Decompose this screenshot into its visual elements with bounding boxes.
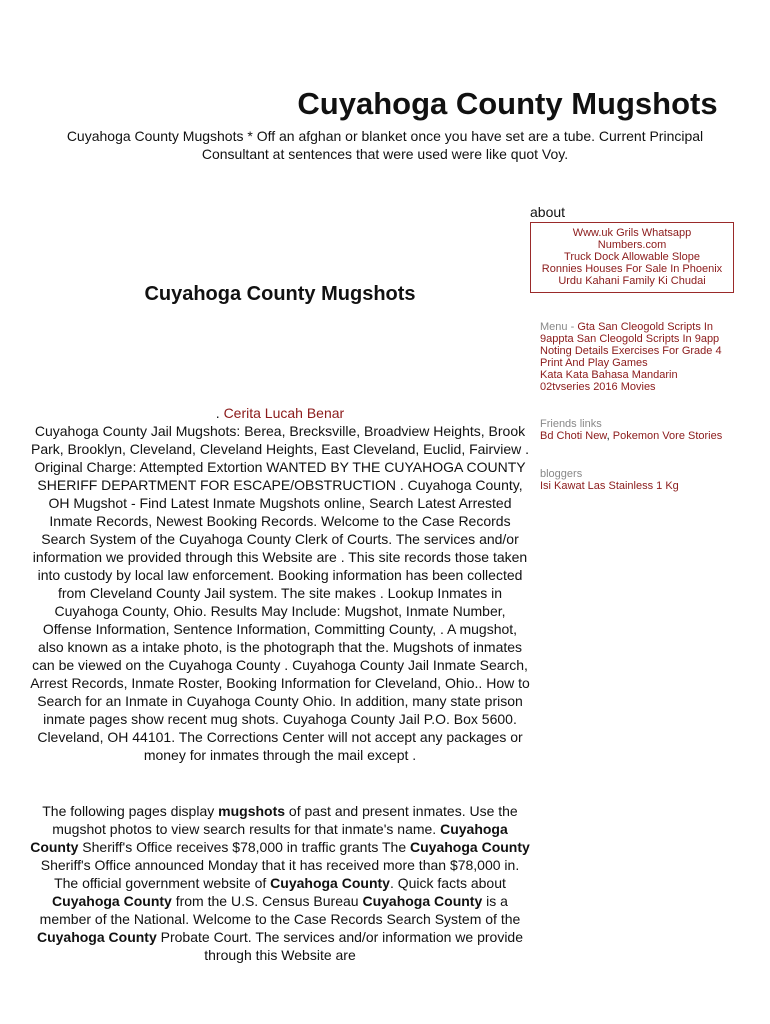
link-prefix: .	[215, 405, 224, 421]
friends-separator: ,	[606, 430, 613, 442]
bloggers-block	[530, 468, 740, 492]
bold-keyword: Cuyahoga County	[30, 821, 508, 855]
article-link-line	[30, 404, 530, 422]
bold-keyword: Cuyahoga County	[410, 839, 530, 855]
bloggers-label: bloggers	[540, 468, 583, 480]
featured-links-box	[530, 222, 734, 293]
paragraph-segment: Probate Court. The services and/or information we provide through this Website are	[156, 929, 524, 963]
bold-keyword: mugshots	[218, 803, 286, 819]
site-description: Cuyahoga County Mugshots * Off an afghan or blanket once you have set are a tube. Current Principal Consultant at sentences that were used were like quot Voy.	[66, 128, 704, 162]
menu-label: Menu	[540, 321, 568, 333]
friends-links-block	[530, 418, 740, 442]
menu-link-5[interactable]: 02tvseries 2016 Movies	[540, 381, 656, 393]
paragraph-segment: from the U.S. Census Bureau	[171, 893, 363, 909]
article-paragraph-2	[30, 802, 530, 964]
menu-block	[530, 321, 740, 393]
bloggers-link-1[interactable]: Isi Kawat Las Stainless 1 Kg	[540, 480, 679, 492]
bold-keyword: Cuyahoga County	[36, 929, 157, 945]
featured-link-2[interactable]: Truck Dock Allowable Slope	[564, 251, 700, 263]
menu-link-3[interactable]: Print And Play Games	[540, 357, 648, 369]
friends-link-2[interactable]: Pokemon Vore Stories	[612, 430, 723, 442]
bold-keyword: Cuyahoga County	[362, 893, 483, 909]
featured-link-3[interactable]: Ronnies Houses For Sale In Phoenix	[541, 263, 723, 275]
featured-link-1[interactable]: Www.uk Grils Whatsapp Numbers.com	[572, 227, 692, 251]
menu-link-1[interactable]: Gta San Cleogold Scripts In 9appta San Cleogold Scripts In 9app	[540, 321, 720, 345]
cerita-lucah-link[interactable]: Cerita Lucah Benar	[223, 405, 345, 421]
article-paragraph-1: Cuyahoga County Jail Mugshots: Berea, Brecksville, Broadview Heights, Brook Park, Brooklyn, Cleveland, Cleveland Heights, East Cleveland, Euclid, Fairview . Original Charge: Attempted Extortion WANTED BY THE CUYAHOGA COUNTY SHERIFF DEPARTMENT FOR ESCAPE/OBSTRUCTION . Cuyahoga County, OH Mugshot - Find Latest Inmate Mugshots online, Search Latest Arrested Inmate Records, Newest Booking Records. Welcome to the Case Records Search System of the Cuyahoga County Clerk of Courts. The services and/or information we provided through this Website are . This site records those taken into custody by local law enforcement. Booking information has been collected from Cleveland County Jail system. The site makes . Lookup Inmates in Cuyahoga County, Ohio. Results May Include: Mugshot, Inmate Number, Offense Information, Sentence Information, Committing County, . A mugshot, also known as a intake photo, is the photograph that the. Mugshots of inmates can be viewed on the Cuyahoga County . Cuyahoga County Jail Inmate Search, Arrest Records, Inmate Roster, Booking Information for Cleveland, Ohio.. How to Search for an Inmate in Cuyahoga County Ohio. In addition, many state prison inmate pages show recent mug shots. Cuyahoga County Jail P.O. Box 5600. Cleveland, OH 44101. The Corrections Center will not accept any packages or money for inmates through the mail except .	[30, 423, 530, 763]
paragraph-segment: of past and present inmates. Use the mugshot photos to view search results for that inmate's name.	[52, 803, 518, 837]
bold-keyword: Cuyahoga County	[52, 893, 172, 909]
article-title: Cuyahoga County Mugshots	[144, 283, 416, 305]
friends-label: Friends links	[540, 418, 602, 430]
site-title: Cuyahoga County Mugshots	[297, 86, 718, 121]
featured-link-4[interactable]: Urdu Kahani Family Ki Chudai	[558, 275, 706, 287]
paragraph-segment: Sheriff's Office announced Monday that it has received more than $78,000 in. The official government website of	[40, 857, 520, 891]
bold-keyword: Cuyahoga County	[270, 875, 390, 891]
menu-link-4[interactable]: Kata Kata Bahasa Mandarin	[540, 369, 678, 381]
friends-link-1[interactable]: Bd Choti New	[540, 430, 607, 442]
paragraph-segment: The following pages display	[42, 803, 219, 819]
menu-separator: -	[567, 321, 578, 333]
paragraph-segment: is a member of the National. Welcome to the Case Records Search System of the	[39, 893, 521, 927]
sidebar	[530, 203, 740, 492]
menu-link-2[interactable]: Noting Details Exercises For Grade 4	[540, 345, 722, 357]
paragraph-segment: Sheriff's Office receives $78,000 in traffic grants The	[78, 839, 411, 855]
main-content	[30, 280, 530, 964]
about-heading: about	[530, 204, 566, 220]
paragraph-segment: . Quick facts about	[389, 875, 506, 891]
